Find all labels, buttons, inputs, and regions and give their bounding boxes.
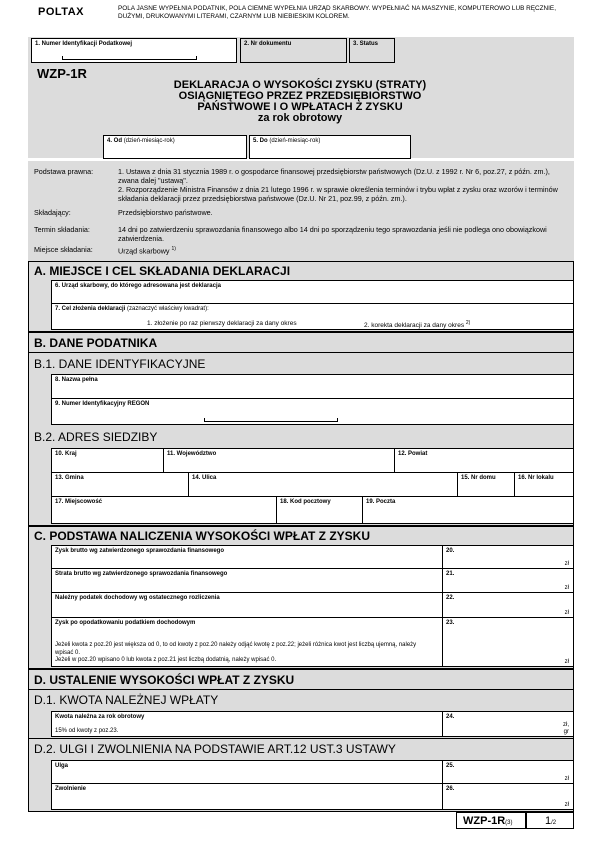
b1-title: B.1. DANE IDENTYFIKACYJNE — [34, 357, 206, 371]
row-24-note: 15% od kwoty z poz.23. — [55, 728, 119, 734]
d-divider-1 — [28, 689, 574, 690]
county-label: 12. Powiat — [398, 451, 428, 457]
row-25-number: 25. — [446, 763, 455, 769]
b2-title: B.2. ADRES SIEDZIBY — [34, 430, 158, 444]
row-25-currency: zł — [564, 776, 569, 782]
row-20-currency: zł — [564, 561, 569, 567]
row-24-unit-gr: gr — [563, 729, 569, 735]
purpose-hint: (zaznaczyć właściwy kwadrat): — [127, 306, 209, 312]
voivodeship-label: 11. Województwo — [167, 451, 217, 457]
filer-label: Składający: — [34, 208, 71, 217]
footer-code-box — [456, 812, 526, 829]
row-22-currency: zł — [564, 610, 569, 616]
title-line-2: OSIĄGNIĘTEGO PRZEZ PRZEDSIĘBIORSTWO — [178, 90, 422, 102]
correction-footnote: 2) — [465, 320, 471, 326]
basis-label: Podstawa prawna: — [34, 167, 94, 176]
row-25-label-cell — [51, 760, 443, 784]
period-to-field[interactable] — [249, 135, 411, 159]
row-22-field[interactable] — [443, 593, 574, 618]
d2-title: D.2. ULGI I ZWOLNIENIA NA PODSTAWIE ART.12 UST.3 USTAWY — [34, 742, 396, 756]
row-20-label: Zysk brutto wg zatwierdzonego sprawozdania finansowego — [55, 548, 225, 554]
footer-page: 1 — [545, 815, 552, 827]
row-26-field[interactable] — [443, 784, 574, 810]
row-21-label-cell — [51, 569, 443, 593]
tax-office-field[interactable] — [51, 280, 574, 304]
d-divider-2 — [28, 738, 574, 739]
form-title — [100, 80, 500, 124]
instructions-text: POLA JASNE WYPEŁNIA PODATNIK, POLA CIEMNE WYPEŁNIA URZĄD SKARBOWY. WYPEŁNIAĆ NA MASZYNIE, KOMPUTEROWO LUB RĘCZNIE, DUŻYMI, DRUKOWANYMI LITERAMI, CZARNYM LUB NIEBIESKIM KOLOREM. — [118, 5, 556, 20]
city-field[interactable] — [51, 497, 277, 524]
row-25-field[interactable] — [443, 760, 574, 784]
row-21-label: Strata brutto wg zatwierdzonego sprawozdania finansowego — [55, 571, 228, 577]
place-value — [118, 245, 176, 255]
commune-field[interactable] — [51, 473, 189, 497]
full-name-field[interactable] — [51, 374, 574, 399]
section-d-title: D. USTALENIE WYSOKOŚCI WPŁAT Z ZYSKU — [34, 673, 295, 687]
nip-label: 1. Numer Identyfikacji Podatkowej — [35, 41, 133, 47]
row-20-number: 20. — [446, 548, 455, 554]
row-26-label-cell — [51, 784, 443, 810]
row-24-unit-zl: zł, — [563, 722, 569, 728]
row-21-currency: zł — [564, 585, 569, 591]
doc-number-label: 2. Nr dokumentu — [244, 41, 292, 47]
row-23-label-cell — [51, 618, 443, 667]
row-24-label-cell — [51, 711, 443, 737]
tax-office-label: 6. Urząd skarbowy, do którego adresowana jest deklaracja — [55, 283, 221, 289]
full-name-label: 8. Nazwa pełna — [55, 377, 98, 383]
basis-1: 1. Ustawa z dnia 31 stycznia 1989 r. o gospodarce finansowej przedsiębiorstw państwowych (Dz.U. z 1992 r. Nr 6, poz.27, z późn. zm.), zwana dalej "ustawą". — [118, 167, 550, 185]
title-line-3: PAŃSTWOWE I O WPŁATACH Z ZYSKU — [197, 101, 403, 113]
row-20-label-cell — [51, 545, 443, 569]
period-from-hint: (dzień-miesiąc-rok) — [123, 138, 175, 144]
place-text: Urząd skarbowy — [118, 246, 170, 256]
postal-code-label: 18. Kod pocztowy — [280, 499, 331, 505]
row-25-label: Ulga — [55, 763, 69, 769]
purpose-label: 7. Cel złożenia deklaracji — [55, 306, 126, 312]
period-to-label: 5. Do — [253, 138, 268, 144]
row-23-currency: zł — [564, 659, 569, 665]
post-office-label: 19. Poczta — [366, 499, 396, 505]
row-23-note-1: Jeżeli kwota z poz.20 jest większa od 0, to od kwoty z poz.20 należy odjąć kwotę z poz.22; jeżeli różnica kwot jest liczbą ujemną, należy wpisać 0. — [55, 642, 417, 656]
row-21-number: 21. — [446, 571, 455, 577]
purpose-field — [51, 304, 574, 330]
period-from-field[interactable] — [103, 135, 247, 159]
row-20-field[interactable] — [443, 545, 574, 569]
regon-label: 9. Numer Identyfikacyjny REGON — [55, 401, 150, 407]
country-label: 10. Kraj — [55, 451, 77, 457]
footer-page-box — [526, 812, 574, 829]
title-subtitle: za rok obrotowy — [257, 112, 343, 124]
city-label: 17. Miejscowość — [55, 499, 103, 505]
period-from-label: 4. Od — [107, 138, 123, 144]
title-line-1: DEKLARACJA O WYSOKOŚCI ZYSKU (STRATY) — [173, 79, 427, 91]
flat-number-field[interactable] — [515, 473, 574, 497]
row-24-label: Kwota należna za rok obrotowy — [55, 714, 145, 720]
row-22-label-cell — [51, 593, 443, 618]
row-23-field[interactable] — [443, 618, 574, 667]
nip-input-ticks — [62, 56, 197, 60]
option-first-filing[interactable]: 1. złożenie po raz pierwszy deklaracji za dany okres — [147, 320, 297, 327]
row-23-label: Zysk po opodatkowaniu podatkiem dochodowym — [55, 620, 196, 626]
footer-page-total: /2 — [551, 820, 557, 826]
status-field — [349, 38, 395, 63]
period-to-hint: (dzień-miesiąc-rok) — [269, 138, 321, 144]
row-22-number: 22. — [446, 595, 455, 601]
place-footnote: 1) — [171, 246, 176, 252]
voivodeship-field[interactable] — [164, 448, 395, 473]
section-c-title: C. PODSTAWA NALICZENIA WYSOKOŚCI WPŁAT Z ZYSKU — [34, 529, 370, 543]
post-office-field[interactable] — [363, 497, 574, 524]
postal-code-field[interactable] — [277, 497, 363, 524]
regon-field[interactable] — [51, 399, 574, 425]
status-label: 3. Status — [353, 41, 379, 47]
street-label: 14. Ulica — [192, 475, 217, 481]
option-correction-label: 2. korekta deklaracji za dany okres — [364, 322, 465, 330]
house-number-field[interactable] — [458, 473, 515, 497]
row-26-label: Zwolnienie — [55, 786, 87, 792]
deadline-label: Termin składania: — [34, 225, 90, 234]
poltax-logo: POLTAX — [38, 6, 84, 18]
row-26-number: 26. — [446, 786, 455, 792]
section-b-title: B. DANE PODATNIKA — [34, 336, 158, 350]
form-code: WZP-1R — [37, 66, 87, 81]
flat-number-label: 16. Nr lokalu — [518, 475, 554, 481]
country-field[interactable] — [51, 448, 164, 473]
row-24-number: 24. — [446, 714, 455, 720]
row-22-label: Należny podatek dochodowy wg ostatecznego rozliczenia — [55, 595, 220, 601]
row-23-number: 23. — [446, 620, 455, 626]
footer-code: WZP-1R — [463, 815, 506, 827]
option-correction[interactable] — [364, 320, 470, 329]
filer-value: Przedsiębiorstwo państwowe. — [118, 208, 213, 217]
footer-version: (3) — [505, 820, 513, 826]
row-26-currency: zł — [564, 802, 569, 808]
place-label: Miejsce składania: — [34, 245, 93, 254]
b-divider-1 — [28, 352, 574, 353]
county-field[interactable] — [395, 448, 574, 473]
street-field[interactable] — [189, 473, 458, 497]
deadline-value: 14 dni po zatwierdzeniu sprawozdania finansowego albo 14 dni po sporządzeniu tego sprawozdania jeśli nie podlega ono obowiązkowi zatwierdzenia. — [118, 225, 547, 243]
section-a-title: A. MIEJSCE I CEL SKŁADANIA DEKLARACJI — [34, 264, 291, 278]
doc-number-field — [240, 38, 347, 63]
regon-input-ticks — [204, 418, 338, 422]
row-23-note-2: Jeżeli w poz.20 wpisano 0 lub kwota z poz.21 jest liczbą dodatnią, należy wpisać 0. — [55, 657, 277, 663]
house-number-label: 15. Nr domu — [461, 475, 496, 481]
commune-label: 13. Gmina — [55, 475, 84, 481]
nip-field[interactable] — [31, 38, 237, 63]
basis-2: 2. Rozporządzenie Ministra Finansów z dnia 21 lutego 1996 r. w sprawie określenia terminów i trybu wpłat z zysku oraz wzorów i terminów składania deklaracji przez przedsiębiorstwa państwowe (Dz.U. Nr 21, poz.99, z późn. zm.). — [118, 185, 558, 203]
row-24-field[interactable] — [443, 711, 574, 737]
d1-title: D.1. KWOTA NALEŻNEJ WPŁATY — [34, 693, 219, 707]
row-21-field[interactable] — [443, 569, 574, 593]
